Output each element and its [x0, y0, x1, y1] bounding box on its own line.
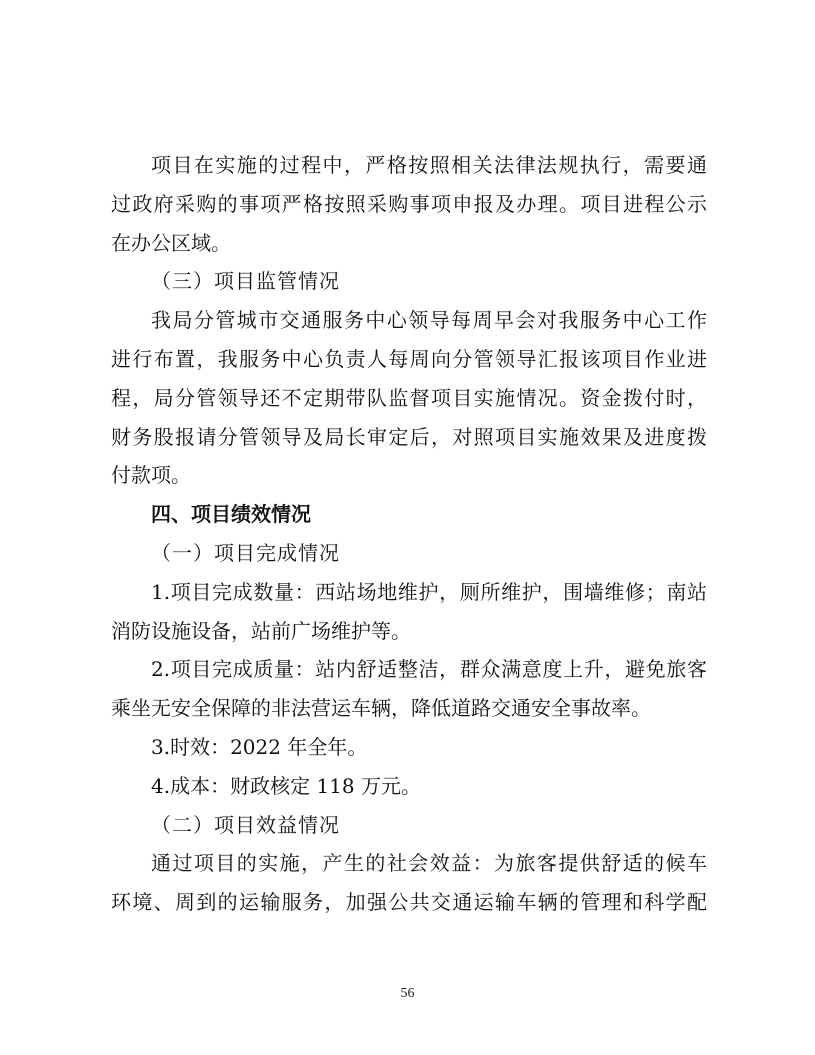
subsection-heading: （一）项目完成情况 [151, 540, 340, 565]
paragraph-line: 财务股报请分管领导及局长审定后，对照项目实施效果及进度拨 [111, 424, 707, 449]
paragraph-line: 3.时效：2022 年全年。 [151, 734, 368, 759]
paragraph-line: 我局分管城市交通服务中心领导每周早会对我服务中心工作 [151, 308, 707, 333]
body-text [111, 146, 707, 922]
paragraph-line: 程，局分管领导还不定期带队监督项目实施情况。资金拨付时， [111, 385, 707, 410]
paragraph-line: 消防设施设备，站前广场维护等。 [111, 618, 411, 643]
subsection-heading: （二）项目效益情况 [151, 812, 340, 837]
paragraph-line: 在办公区域。 [111, 230, 231, 255]
paragraph-line: 2.项目完成质量：站内舒适整洁，群众满意度上升，避免旅客 [151, 657, 707, 682]
paragraph-line: 4.成本：财政核定 118 万元。 [151, 773, 421, 798]
page-number: 56 [400, 986, 415, 1001]
paragraph-line: 环境、周到的运输服务，加强公共交通运输车辆的管理和科学配 [111, 890, 707, 915]
subsection-heading: （三）项目监管情况 [151, 269, 340, 294]
paragraph-line: 1.项目完成数量：西站场地维护，厕所维护，围墙维修；南站 [151, 579, 707, 604]
paragraph-line: 付款项。 [111, 463, 191, 488]
paragraph-line: 通过项目的实施，产生的社会效益：为旅客提供舒适的候车 [151, 851, 707, 876]
paragraph-line: 乘坐无安全保障的非法营运车辆，降低道路交通安全事故率。 [111, 696, 651, 721]
paragraph-line: 进行布置，我服务中心负责人每周向分管领导汇报该项目作业进 [111, 346, 707, 371]
section-heading: 四、项目绩效情况 [151, 502, 311, 527]
paragraph-line: 项目在实施的过程中，严格按照相关法律法规执行，需要通 [151, 153, 707, 177]
paragraph-line: 过政府采购的事项严格按照采购事项申报及办理。项目进程公示 [111, 191, 707, 216]
